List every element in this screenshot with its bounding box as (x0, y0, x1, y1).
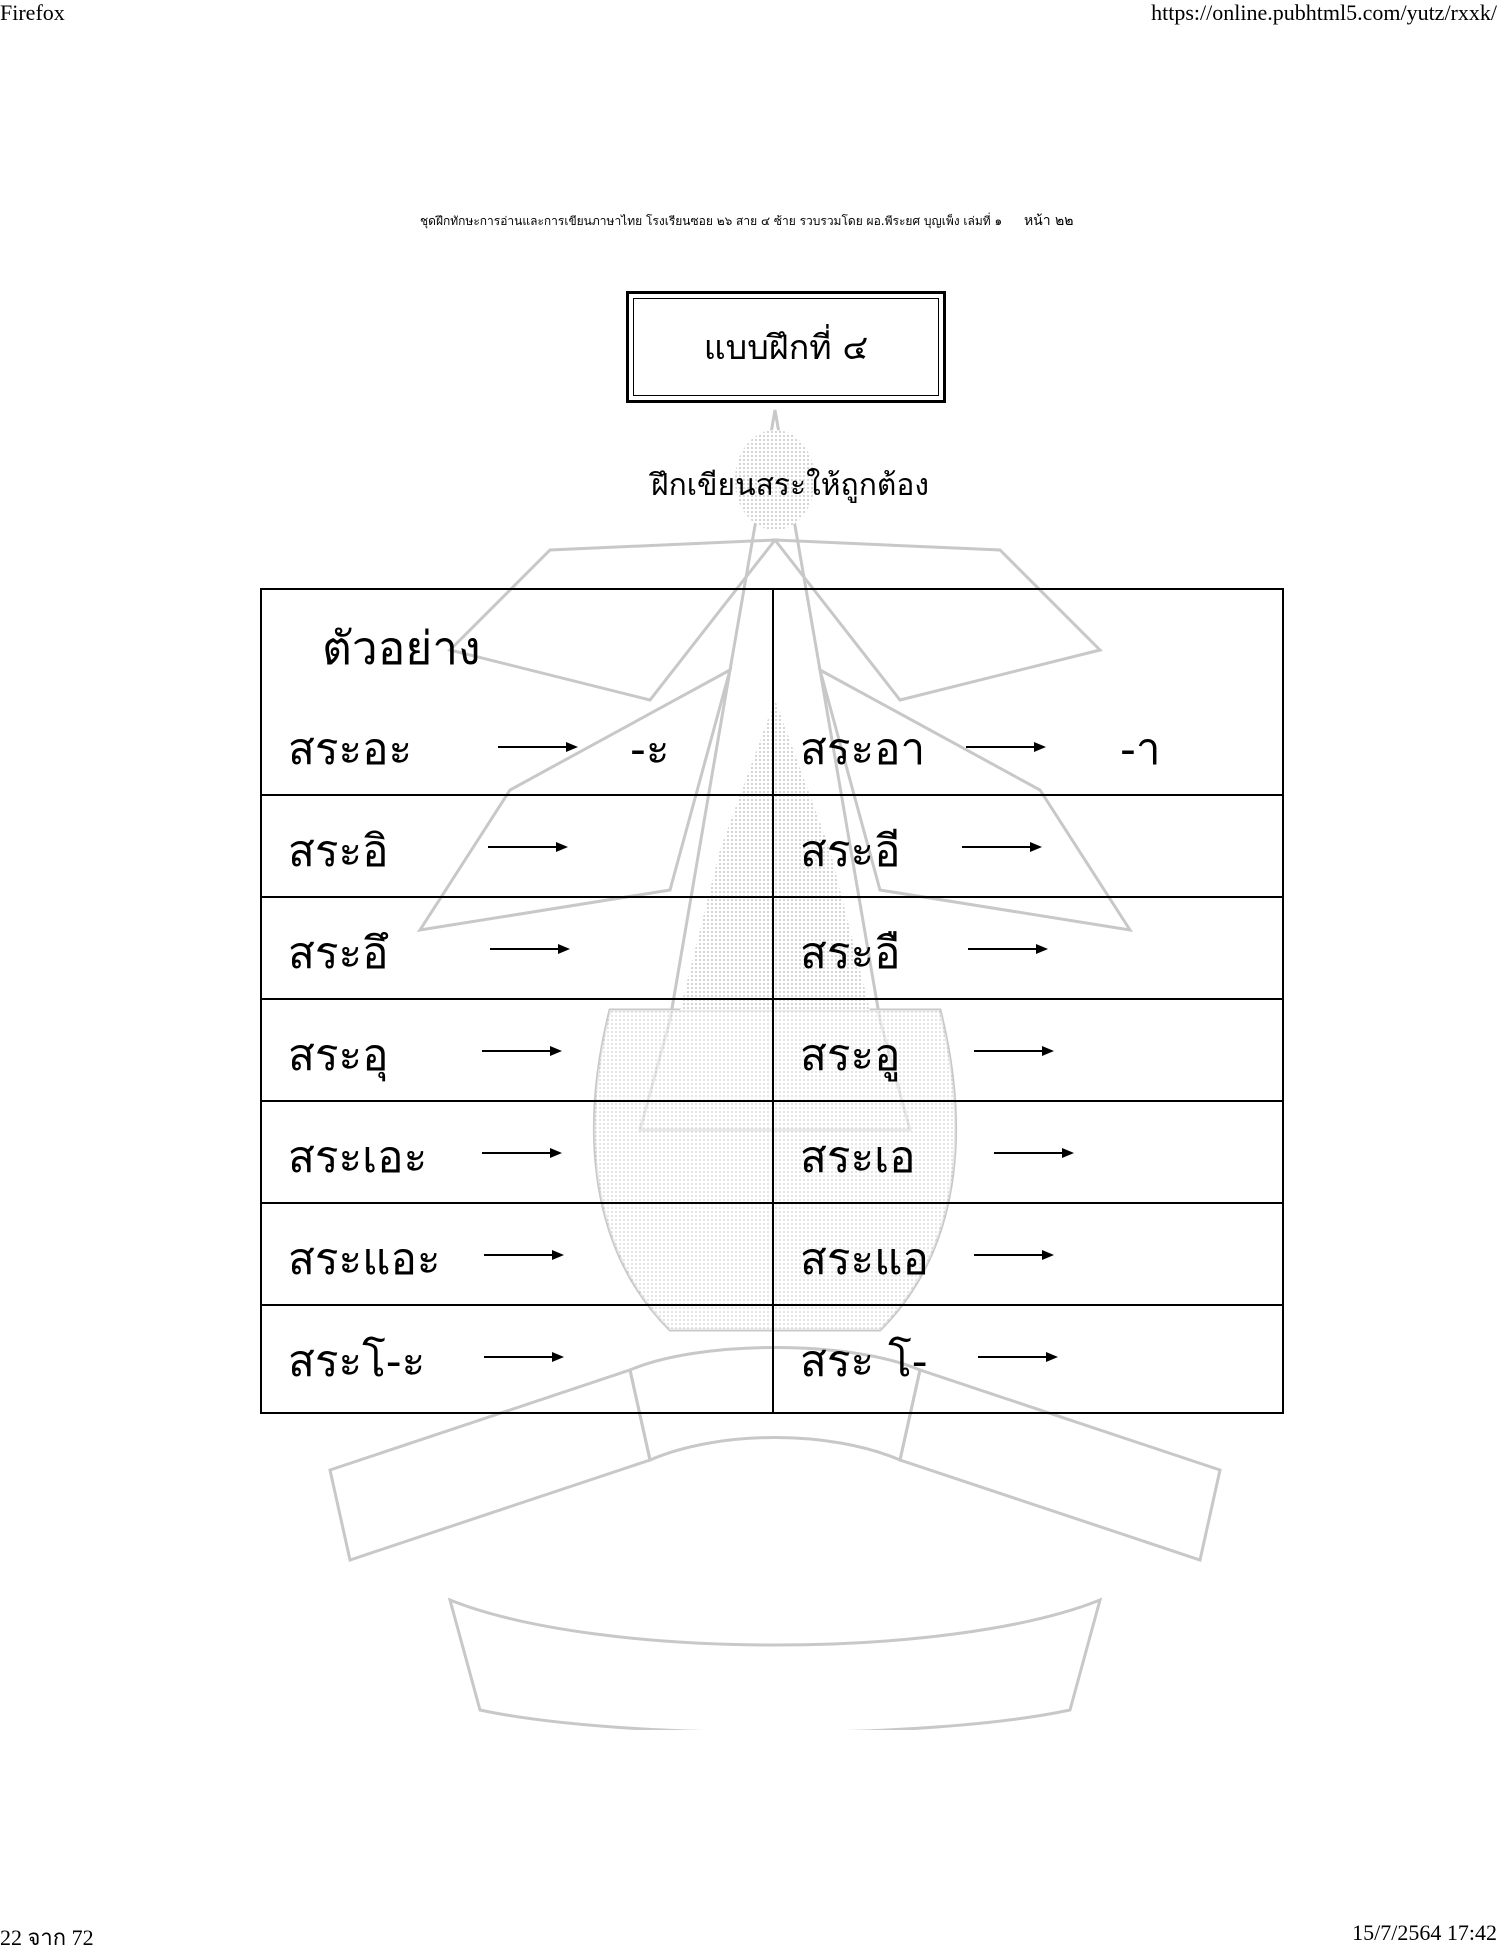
vowel-name-left: สระแอะ (288, 1234, 441, 1285)
arrow-icon (490, 942, 570, 956)
vowel-practice-table (260, 588, 1284, 1414)
vowel-name-right: สระอื (800, 928, 901, 979)
vowel-name-left: สระอึ (288, 928, 389, 979)
page-url: https://online.pubhtml5.com/yutz/rxxk/ (1151, 0, 1497, 25)
table-divider (262, 896, 1282, 898)
arrow-icon (978, 1350, 1058, 1364)
vowel-name-right: สระอู (800, 1030, 901, 1081)
document-header (420, 210, 1074, 232)
worksheet-title-box (626, 291, 946, 403)
arrow-icon (498, 740, 578, 754)
header-page-number: หน้า ๒๒ (1023, 213, 1074, 229)
header-text: ชุดฝึกทักษะการอ่านและการเขียนภาษาไทย โรงเรียนซอย ๒๖ สาย ๔ ซ้าย รวบรวมโดย ผอ.พีระยศ บุญเพ็ง เล่มที่ ๑ (420, 214, 1003, 228)
arrow-icon (974, 1248, 1054, 1262)
worksheet-title: แบบฝึกที่ ๔ (633, 298, 939, 396)
arrow-icon (968, 942, 1048, 956)
arrow-icon (482, 1146, 562, 1160)
worksheet-instruction: ฝึกเขียนสระให้ถูกต้อง (650, 468, 930, 503)
arrow-icon (962, 840, 1042, 854)
browser-name: Firefox (0, 0, 65, 25)
table-divider (262, 1202, 1282, 1204)
arrow-icon (484, 1350, 564, 1364)
vowel-name-right: สระอา (800, 724, 926, 775)
arrow-icon (484, 1248, 564, 1262)
table-divider (262, 1100, 1282, 1102)
table-divider (262, 1304, 1282, 1306)
table-divider-vertical (772, 590, 774, 1412)
vowel-name-right: สระ โ- (800, 1336, 928, 1387)
arrow-icon (966, 740, 1046, 754)
example-label: ตัวอย่าง (322, 621, 481, 675)
vowel-name-left: สระอุ (288, 1030, 389, 1081)
vowel-name-left: สระอะ (288, 724, 413, 775)
vowel-name-left: สระโ-ะ (288, 1336, 426, 1387)
arrow-icon (974, 1044, 1054, 1058)
arrow-icon (488, 840, 568, 854)
vowel-name-right: สระแอ (800, 1234, 929, 1285)
print-page-count: 22 จาก 72 (0, 1925, 94, 1950)
print-datetime: 15/7/2564 17:42 (1352, 1920, 1497, 1945)
vowel-answer-right: -า (1120, 724, 1161, 775)
arrow-icon (994, 1146, 1074, 1160)
table-divider (262, 794, 1282, 796)
vowel-name-left: สระอิ (288, 826, 389, 877)
vowel-name-left: สระเอะ (288, 1132, 428, 1183)
vowel-answer-left: -ะ (630, 724, 670, 775)
arrow-icon (482, 1044, 562, 1058)
table-divider (262, 998, 1282, 1000)
vowel-name-right: สระเอ (800, 1132, 916, 1183)
vowel-name-right: สระอี (800, 826, 901, 877)
